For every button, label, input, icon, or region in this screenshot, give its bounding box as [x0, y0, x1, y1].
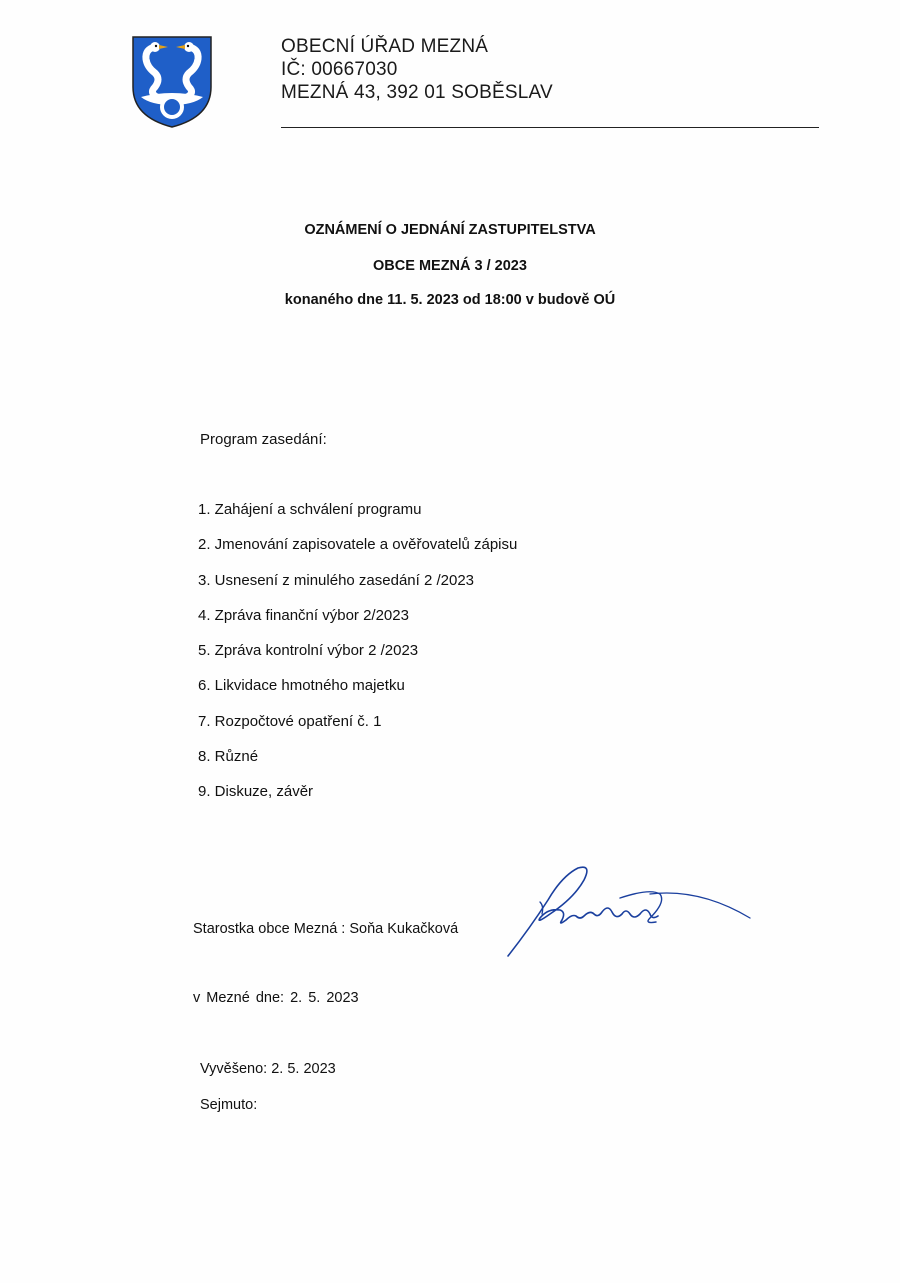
- handwritten-signature: [500, 858, 760, 963]
- agenda-item: 1. Zahájení a schválení programu: [198, 501, 422, 518]
- agenda-item: 7. Rozpočtové opatření č. 1: [198, 712, 382, 730]
- agenda-item: 4. Zpráva finanční výbor 2/2023: [198, 606, 409, 624]
- agenda-list: [198, 501, 517, 819]
- notice-subtitle: OBCE MEZNÁ 3 / 2023: [373, 258, 527, 274]
- company-id: IČ: 00667030: [281, 59, 398, 80]
- agenda-item: 2. Jmenování zapisovatele a ověřovatelů zápisu: [198, 536, 518, 554]
- removed-date: Sejmuto:: [200, 1097, 258, 1113]
- agenda-item: 9. Diskuze, závěr: [198, 783, 314, 801]
- agenda-item: 8. Různé: [198, 748, 259, 766]
- office-address: MEZNÁ 43, 392 01 SOBĚSLAV: [281, 82, 553, 103]
- place-and-date: v Mezné dne: 2. 5. 2023: [193, 990, 359, 1006]
- agenda-item: 5. Zpráva kontrolní výbor 2 /2023: [198, 642, 419, 660]
- letterhead: [281, 35, 553, 104]
- posted-date: Vyvěšeno: 2. 5. 2023: [200, 1061, 336, 1077]
- program-heading: Program zasedání:: [200, 431, 327, 448]
- office-name: OBECNÍ ÚŘAD MEZNÁ: [281, 36, 489, 57]
- municipal-crest-icon: [131, 35, 213, 129]
- mayor-signature-line: Starostka obce Mezná : Soňa Kukačková: [193, 921, 459, 937]
- meeting-info: konaného dne 11. 5. 2023 od 18:00 v budově OÚ: [284, 292, 616, 308]
- notice-title: OZNÁMENÍ O JEDNÁNÍ ZASTUPITELSTVA: [304, 222, 596, 238]
- agenda-item: 3. Usnesení z minulého zasedání 2 /2023: [198, 571, 475, 589]
- letterhead-divider: [281, 127, 819, 128]
- agenda-item: 6. Likvidace hmotného majetku: [198, 677, 405, 695]
